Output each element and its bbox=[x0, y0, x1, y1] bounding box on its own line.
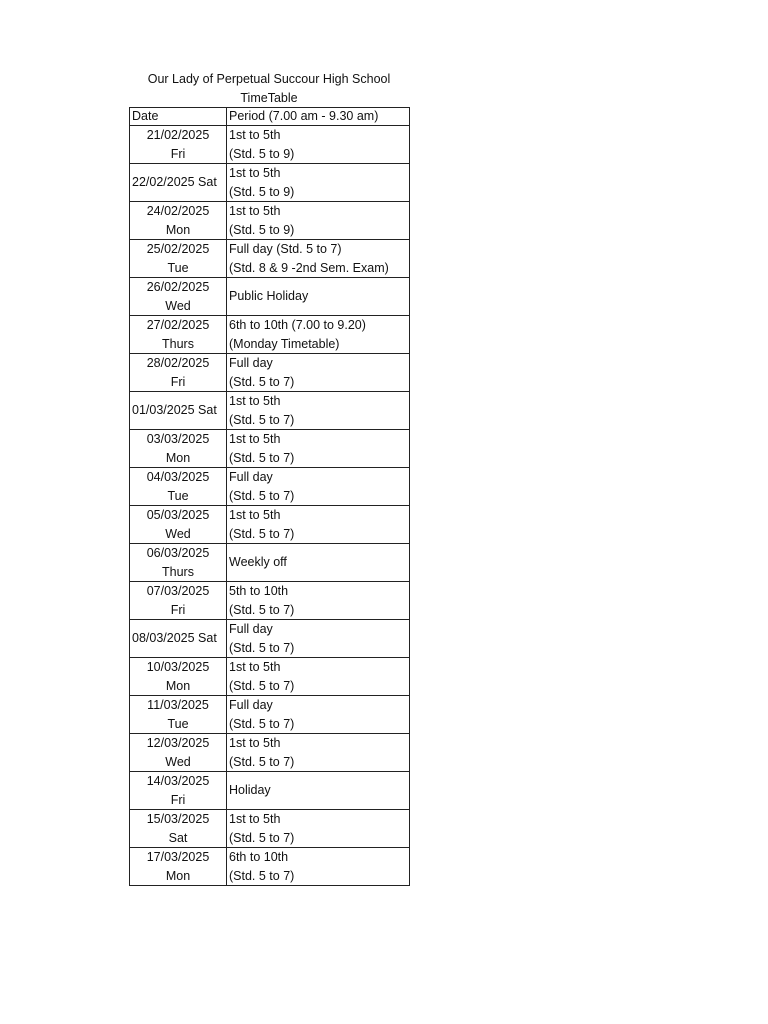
period-line-2: (Std. 5 to 7) bbox=[229, 450, 295, 465]
period-cell bbox=[227, 240, 410, 278]
table-row bbox=[130, 658, 410, 696]
date-cell bbox=[130, 582, 227, 620]
date-cell bbox=[130, 278, 227, 316]
date-cell bbox=[130, 354, 227, 392]
date-text: 26/02/2025 bbox=[146, 280, 210, 294]
period-line-1: 6th to 10th bbox=[229, 850, 289, 864]
day-text: Mon bbox=[165, 222, 191, 237]
period-line-1: Full day bbox=[229, 698, 273, 712]
date-cell bbox=[130, 316, 227, 354]
timetable-title: TimeTable bbox=[240, 90, 298, 105]
date-text: 14/03/2025 bbox=[146, 774, 210, 788]
date-cell bbox=[130, 658, 227, 696]
date-cell bbox=[130, 620, 227, 658]
date-cell bbox=[130, 164, 227, 202]
date-text: 11/03/2025 bbox=[147, 698, 209, 712]
period-cell bbox=[227, 506, 410, 544]
period-line-1: 6th to 10th (7.00 to 9.20) bbox=[229, 318, 366, 332]
period-line-2: (Std. 5 to 7) bbox=[229, 754, 295, 769]
table-row bbox=[130, 354, 410, 392]
table-row bbox=[130, 544, 410, 582]
date-text: 17/03/2025 bbox=[146, 850, 210, 864]
table-row bbox=[130, 278, 410, 316]
date-text: 03/03/2025 bbox=[146, 432, 210, 446]
period-line-1: Full day bbox=[229, 622, 273, 636]
period-cell bbox=[227, 316, 410, 354]
period-line-1: Full day bbox=[229, 356, 273, 370]
period-cell bbox=[227, 468, 410, 506]
period-line-2: (Std. 5 to 9) bbox=[229, 222, 295, 237]
date-text: 01/03/2025 Sat bbox=[132, 403, 217, 418]
date-cell bbox=[130, 544, 227, 582]
period-line-1: Weekly off bbox=[229, 555, 287, 570]
period-line-2: (Std. 5 to 7) bbox=[229, 868, 295, 883]
day-text: Fri bbox=[170, 792, 186, 807]
period-cell bbox=[227, 734, 410, 772]
day-text: Tue bbox=[167, 488, 189, 503]
period-line-2: (Std. 5 to 7) bbox=[229, 716, 295, 731]
day-text: Thurs bbox=[162, 336, 194, 351]
table-row bbox=[130, 696, 410, 734]
timetable-table bbox=[129, 107, 410, 886]
date-text: 04/03/2025 bbox=[146, 470, 210, 484]
date-cell bbox=[130, 848, 227, 886]
date-cell bbox=[130, 202, 227, 240]
period-line-2: (Std. 5 to 7) bbox=[229, 526, 295, 541]
date-text: 06/03/2025 bbox=[146, 546, 210, 560]
period-line-1: Public Holiday bbox=[229, 289, 309, 304]
date-cell bbox=[130, 430, 227, 468]
period-cell bbox=[227, 582, 410, 620]
day-text: Wed bbox=[165, 754, 191, 769]
period-cell bbox=[227, 544, 410, 582]
date-text: 21/02/2025 bbox=[146, 128, 210, 142]
school-name: Our Lady of Perpetual Succour High School bbox=[147, 72, 391, 86]
period-cell bbox=[227, 848, 410, 886]
table-row bbox=[130, 316, 410, 354]
date-text: 25/02/2025 bbox=[146, 242, 210, 256]
day-text: Mon bbox=[165, 868, 191, 883]
period-line-1: 1st to 5th bbox=[229, 394, 281, 408]
table-row bbox=[130, 582, 410, 620]
period-line-2: (Std. 5 to 7) bbox=[229, 488, 295, 503]
table-row bbox=[130, 392, 410, 430]
date-text: 10/03/2025 bbox=[146, 660, 210, 674]
period-cell bbox=[227, 278, 410, 316]
period-line-1: Holiday bbox=[229, 783, 271, 798]
period-line-1: 1st to 5th bbox=[229, 128, 281, 142]
timetable-sheet bbox=[129, 70, 409, 886]
period-cell bbox=[227, 430, 410, 468]
day-text: Wed bbox=[165, 526, 191, 541]
date-text: 05/03/2025 bbox=[146, 508, 210, 522]
date-cell bbox=[130, 772, 227, 810]
period-line-2: (Std. 8 & 9 -2nd Sem. Exam) bbox=[229, 260, 389, 275]
period-line-1: 1st to 5th bbox=[229, 204, 281, 218]
date-text: 22/02/2025 Sat bbox=[132, 175, 217, 190]
date-cell bbox=[130, 734, 227, 772]
period-cell bbox=[227, 620, 410, 658]
period-line-2: (Std. 5 to 9) bbox=[229, 184, 295, 199]
date-text: 24/02/2025 bbox=[146, 204, 210, 218]
table-row bbox=[130, 202, 410, 240]
date-column-header: Date bbox=[130, 108, 227, 126]
table-row bbox=[130, 620, 410, 658]
period-cell bbox=[227, 354, 410, 392]
period-line-1: 1st to 5th bbox=[229, 736, 281, 750]
period-line-1: 1st to 5th bbox=[229, 660, 281, 674]
date-cell bbox=[130, 240, 227, 278]
day-text: Tue bbox=[167, 260, 189, 275]
period-line-1: 1st to 5th bbox=[229, 508, 281, 522]
period-line-2: (Std. 5 to 7) bbox=[229, 374, 295, 389]
day-text: Tue bbox=[167, 716, 189, 731]
table-row bbox=[130, 772, 410, 810]
date-cell bbox=[130, 810, 227, 848]
date-text: 28/02/2025 bbox=[146, 356, 210, 370]
period-line-2: (Monday Timetable) bbox=[229, 336, 340, 351]
period-cell bbox=[227, 772, 410, 810]
period-line-1: 1st to 5th bbox=[229, 812, 281, 826]
period-line-2: (Std. 5 to 7) bbox=[229, 602, 295, 617]
date-text: 27/02/2025 bbox=[146, 318, 210, 332]
table-row bbox=[130, 468, 410, 506]
period-cell bbox=[227, 202, 410, 240]
date-cell bbox=[130, 392, 227, 430]
period-line-2: (Std. 5 to 9) bbox=[229, 146, 295, 161]
period-line-2: (Std. 5 to 7) bbox=[229, 678, 295, 693]
period-line-2: (Std. 5 to 7) bbox=[229, 640, 295, 655]
table-row bbox=[130, 848, 410, 886]
table-row bbox=[130, 164, 410, 202]
period-line-2: (Std. 5 to 7) bbox=[229, 830, 295, 845]
period-line-1: 5th to 10th bbox=[229, 584, 289, 598]
date-cell bbox=[130, 126, 227, 164]
date-text: 08/03/2025 Sat bbox=[132, 631, 217, 646]
day-text: Mon bbox=[165, 678, 191, 693]
day-text: Fri bbox=[170, 602, 186, 617]
day-text: Fri bbox=[170, 146, 186, 161]
period-column-header: Period (7.00 am - 9.30 am) bbox=[227, 108, 410, 126]
table-row bbox=[130, 430, 410, 468]
table-row bbox=[130, 810, 410, 848]
day-text: Thurs bbox=[162, 564, 194, 579]
date-text: 15/03/2025 bbox=[146, 812, 210, 826]
period-line-1: Full day bbox=[229, 470, 273, 484]
period-cell bbox=[227, 392, 410, 430]
period-line-1: 1st to 5th bbox=[229, 432, 281, 446]
period-cell bbox=[227, 126, 410, 164]
period-cell bbox=[227, 810, 410, 848]
table-row bbox=[130, 126, 410, 164]
date-cell bbox=[130, 696, 227, 734]
period-cell bbox=[227, 696, 410, 734]
date-text: 12/03/2025 bbox=[146, 736, 210, 750]
day-text: Sat bbox=[168, 830, 188, 845]
date-cell bbox=[130, 506, 227, 544]
table-header-row bbox=[130, 108, 410, 126]
table-row bbox=[130, 506, 410, 544]
day-text: Wed bbox=[165, 298, 191, 313]
period-line-1: Full day (Std. 5 to 7) bbox=[229, 242, 342, 256]
period-cell bbox=[227, 164, 410, 202]
day-text: Mon bbox=[165, 450, 191, 465]
period-line-1: 1st to 5th bbox=[229, 166, 281, 180]
table-row bbox=[130, 240, 410, 278]
table-row bbox=[130, 734, 410, 772]
period-cell bbox=[227, 658, 410, 696]
date-cell bbox=[130, 468, 227, 506]
day-text: Fri bbox=[170, 374, 186, 389]
date-text: 07/03/2025 bbox=[146, 584, 210, 598]
period-line-2: (Std. 5 to 7) bbox=[229, 412, 295, 427]
